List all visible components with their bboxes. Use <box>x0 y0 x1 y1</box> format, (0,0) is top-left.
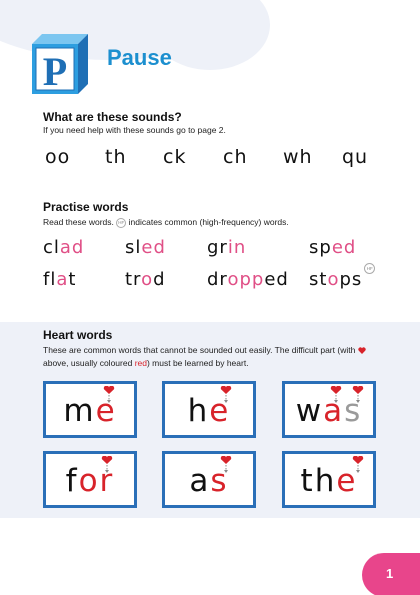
sound-item: th <box>105 146 127 168</box>
instruction-text: indicates common (high-frequency) words. <box>128 217 289 227</box>
sound-item: wh <box>283 146 313 168</box>
hf-badge-icon: HF <box>116 218 126 228</box>
sounds-heading: What are these sounds? <box>43 110 182 124</box>
practise-word: grin <box>207 237 247 258</box>
practise-word: stopsHF <box>309 269 375 290</box>
instruction-text: red <box>134 358 147 368</box>
heart-word: the <box>300 463 358 499</box>
heart-word: as <box>189 463 229 499</box>
heart-word-card <box>162 381 256 438</box>
heart-word-card <box>162 451 256 508</box>
practise-heading: Practise words <box>43 200 129 214</box>
sounds-row <box>43 146 383 170</box>
heart-instruction <box>43 344 378 370</box>
practise-word: dropped <box>207 269 289 290</box>
sound-item: ch <box>223 146 248 168</box>
practise-word: sled <box>125 237 166 258</box>
logo-letter: P <box>42 49 68 94</box>
practise-word: trod <box>125 269 166 290</box>
instruction-text: These are common words that cannot be sounded out easily. The difficult part (with <box>43 345 356 355</box>
heart-word-card <box>43 381 137 438</box>
heart-word: was <box>295 393 363 429</box>
sounds-instruction: If you need help with these sounds go to page 2. <box>43 125 226 135</box>
heart-word: for <box>65 463 115 499</box>
sound-item: oo <box>45 146 71 168</box>
heart-word-card <box>43 451 137 508</box>
instruction-text: Read these words. <box>43 217 114 227</box>
practise-instruction <box>43 216 289 229</box>
practise-word: clad <box>43 237 85 258</box>
practise-word: sped <box>309 237 357 258</box>
sound-item: qu <box>342 146 369 168</box>
heart-word: me <box>63 393 117 429</box>
instruction-text: above, usually coloured <box>43 358 133 368</box>
instruction-text: ) must be learned by heart. <box>146 358 249 368</box>
heart-icon <box>358 347 366 354</box>
heart-word-card <box>282 381 376 438</box>
sound-item: ck <box>163 146 187 168</box>
page-number: 1 <box>386 566 394 581</box>
letter-block-logo <box>26 30 92 96</box>
heart-heading: Heart words <box>43 328 113 342</box>
page-title: Pause <box>107 45 172 70</box>
hf-badge-icon: HF <box>364 263 375 274</box>
heart-word-card <box>282 451 376 508</box>
practise-word: flat <box>43 269 77 290</box>
heart-word: he <box>187 393 231 429</box>
